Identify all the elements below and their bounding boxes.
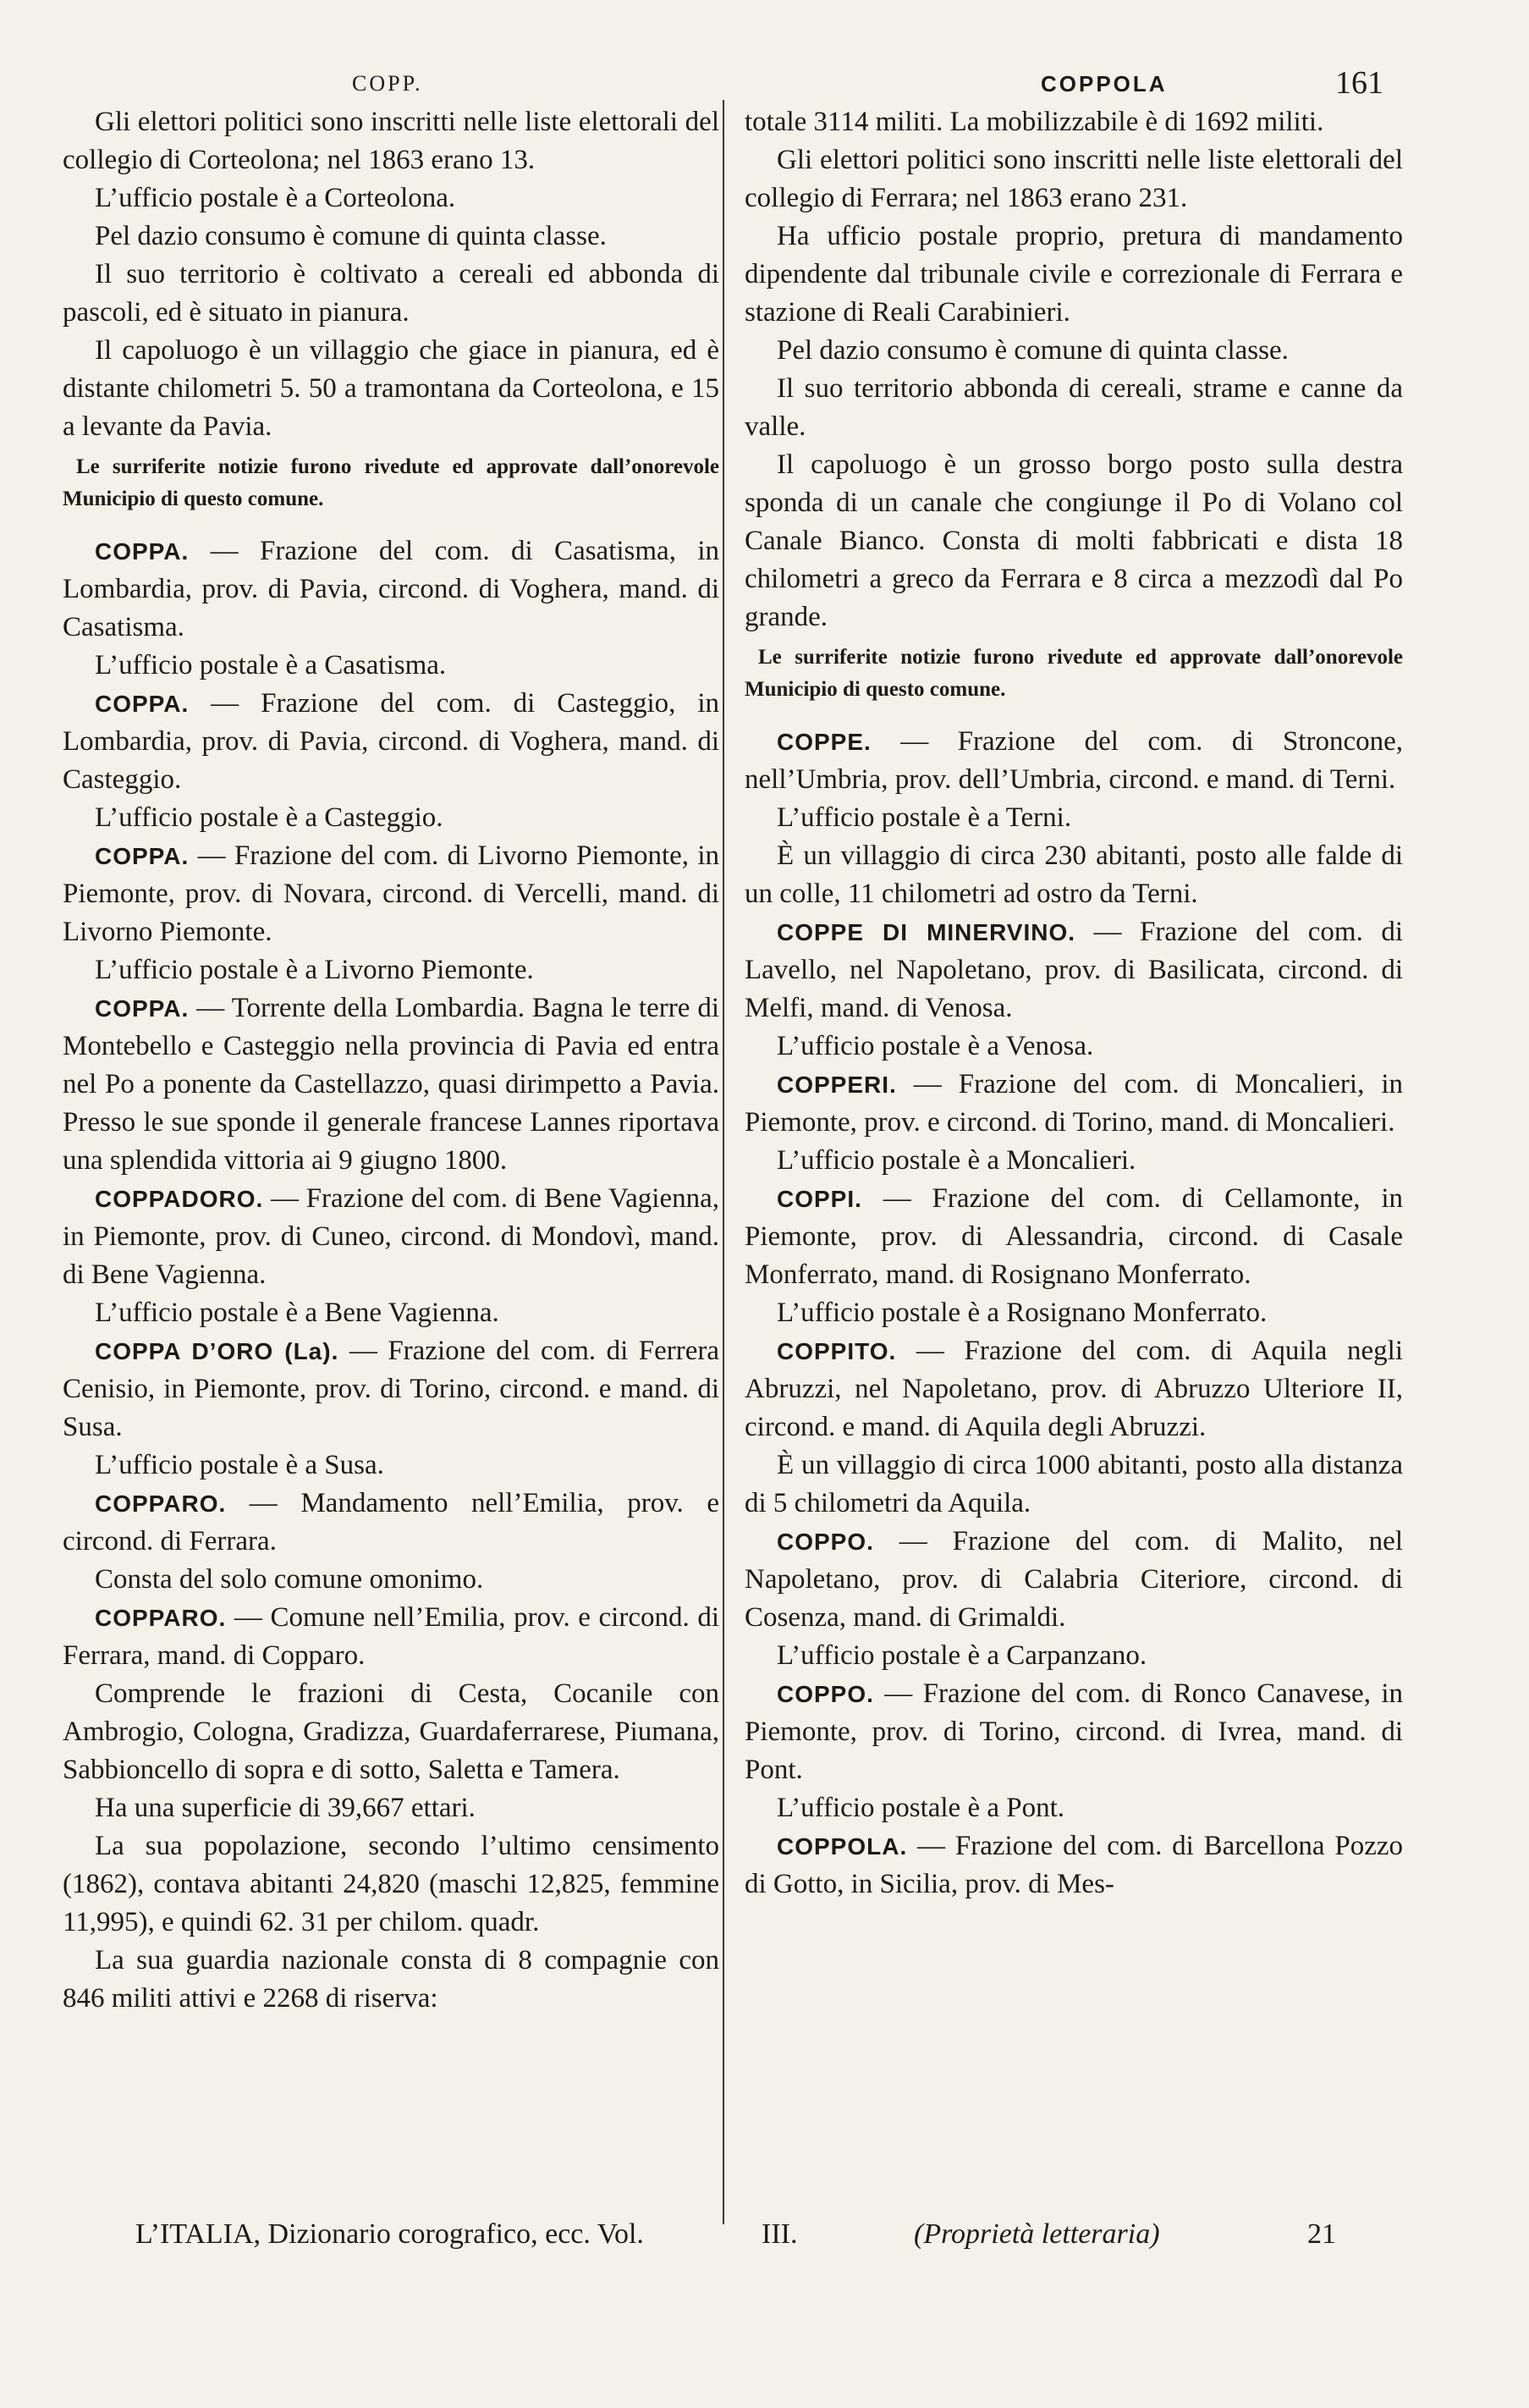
entry-headword: COPPARO. [95, 1491, 227, 1517]
footer-rights: (Proprietà letteraria) [914, 2218, 1160, 2250]
paragraph: Il capoluogo è un grosso borgo posto sulla destra sponda di un canale che congiunge il Po di Volano col Canale Bianco. Consta di molti fabbricati e dista 18 chilometri a greco da Ferrara e 8 circa a mezzodì dal Po grande. [745, 449, 1403, 632]
entry-headword: COPPO. [777, 1529, 874, 1555]
dictionary-entry [63, 1485, 719, 1561]
dictionary-entry [745, 1675, 1403, 1789]
paragraph: L’ufficio postale è a Casteggio. [95, 802, 443, 833]
entry-headword: COPPE DI MINERVINO. [777, 919, 1076, 945]
paragraph: L’ufficio postale è a Carpanzano. [777, 1640, 1147, 1671]
paragraph: Consta del solo comune omonimo. [95, 1564, 484, 1595]
paragraph: La sua popolazione, secondo l’ultimo censimento (1862), contava abitanti 24,820 (maschi 12,825, femmine 11,995), e quindi 62. 31 per chilom. quadr. [63, 1831, 719, 1937]
entry-body: — Frazione del com. di Casteggio, in Lombardia, prov. di Pavia, circond. di Voghera, mand. di Casteggio. [63, 688, 719, 795]
entry-headword: COPPADORO. [95, 1186, 264, 1212]
entry-body: — Frazione del com. di Ferrera Cenisio, in Piemonte, prov. di Torino, circond. e mand. di Susa. [63, 1336, 719, 1442]
entry-body: — Frazione del com. di Barcellona Pozzo di Gotto, in Sicilia, prov. di Mes- [745, 1831, 1403, 1899]
dictionary-entry [63, 532, 719, 647]
entry-body: — Frazione del com. di Stroncone, nell’Umbria, prov. dell’Umbria, circond. e mand. di Terni. [745, 726, 1403, 795]
entry-body: — Frazione del com. di Ronco Canavese, in Piemonte, prov. di Torino, circond. di Ivrea, mand. di Pont. [745, 1678, 1403, 1785]
dictionary-entry [745, 1523, 1403, 1637]
editorial-note: Le surriferite notizie furono rivedute ed approvate dall’onorevole Municipio di questo comune. [63, 455, 719, 510]
entry-body: — Frazione del com. di Livorno Piemonte, in Piemonte, prov. di Novara, circond. di Vercelli, mand. di Livorno Piemonte. [63, 840, 719, 947]
entry-body: — Frazione del com. di Cellamonte, in Piemonte, prov. di Alessandria, circond. di Casale Monferrato, mand. di Rosignano Monferrato. [745, 1183, 1403, 1290]
paragraph: Ha ufficio postale proprio, pretura di mandamento dipendente dal tribunale civile e correzionale di Ferrara e stazione di Reali Carabinieri. [745, 221, 1403, 328]
paragraph: È un villaggio di circa 230 abitanti, posto alle falde di un colle, 11 chilometri ad ostro da Terni. [745, 840, 1403, 909]
paragraph: totale 3114 militi. La mobilizzabile è di 1692 militi. [745, 107, 1324, 137]
left-column [63, 103, 719, 2018]
paragraph: Ha una superficie di 39,667 ettari. [95, 1793, 476, 1823]
entry-headword: COPPA. [95, 843, 190, 869]
paragraph: L’ufficio postale è a Livorno Piemonte. [95, 955, 534, 985]
dictionary-entry [745, 1332, 1403, 1446]
dictionary-entry [745, 723, 1403, 799]
dictionary-entry [745, 913, 1403, 1028]
running-head-title: COPPOLA [1041, 71, 1168, 96]
editorial-note: Le surriferite notizie furono rivedute ed approvate dall’onorevole Municipio di questo comune. [745, 646, 1403, 701]
footer-signature: 21 [1307, 2218, 1336, 2250]
paragraph: È un villaggio di circa 1000 abitanti, posto alla distanza di 5 chilometri da Aquila. [745, 1450, 1403, 1518]
dictionary-entry [63, 1599, 719, 1675]
paragraph: Gli elettori politici sono inscritti nelle liste elettorali del collegio di Ferrara; nel 1863 erano 231. [745, 145, 1403, 213]
entry-body: — Torrente della Lombardia. Bagna le terre di Montebello e Casteggio nella provincia di Pavia ed entra nel Po a ponente da Castellazzo, quasi dirimpetto a Pavia. Presso le sue sponde il generale francese Lannes riportava una splendida vittoria ai 9 giugno 1800. [63, 993, 719, 1176]
running-head-left: COPP. [352, 71, 432, 96]
dictionary-entry [63, 685, 719, 799]
dictionary-entry [745, 1180, 1403, 1294]
entry-body: — Frazione del com. di Lavello, nel Napoletano, prov. di Basilicata, circond. di Melfi, mand. di Venosa. [745, 917, 1403, 1023]
entry-headword: COPPA. [95, 691, 190, 717]
paragraph: La sua guardia nazionale consta di 8 compagnie con 846 militi attivi e 2268 di riserva: [63, 1945, 719, 2014]
column-divider [723, 100, 724, 2224]
entry-headword: COPPA. [95, 995, 190, 1022]
paragraph: Gli elettori politici sono inscritti nelle liste elettorali del collegio di Corteolona; nel 1863 erano 13. [63, 107, 719, 175]
entry-body: — Comune nell’Emilia, prov. e circond. di Ferrara, mand. di Copparo. [63, 1602, 719, 1671]
paragraph: L’ufficio postale è a Casatisma. [95, 650, 447, 681]
entry-headword: COPPO. [777, 1681, 874, 1707]
entry-headword: COPPI. [777, 1186, 862, 1212]
entry-headword: COPPA D’ORO (La). [95, 1338, 339, 1364]
entry-body: — Frazione del com. di Moncalieri, in Piemonte, prov. e circond. di Torino, mand. di Moncalieri. [745, 1069, 1403, 1138]
paragraph: Comprende le frazioni di Cesta, Cocanile con Ambrogio, Cologna, Gradizza, Guardaferrarese, Piumana, Sabbioncello di sopra e di sotto, Saletta e Tamera. [63, 1678, 719, 1785]
footer-volume: III. [762, 2218, 798, 2250]
entry-headword: COPPERI. [777, 1072, 897, 1098]
entry-headword: COPPOLA. [777, 1833, 908, 1860]
paragraph: L’ufficio postale è a Corteolona. [95, 183, 456, 213]
dictionary-entry [745, 1827, 1403, 1904]
dictionary-entry [63, 1180, 719, 1294]
paragraph: Pel dazio consumo è comune di quinta classe. [95, 221, 607, 251]
paragraph: L’ufficio postale è a Pont. [777, 1793, 1065, 1823]
paragraph: L’ufficio postale è a Venosa. [777, 1031, 1094, 1061]
paragraph: Il suo territorio è coltivato a cereali ed abbonda di pascoli, ed è situato in pianura. [63, 259, 719, 328]
paragraph: L’ufficio postale è a Rosignano Monferrato. [777, 1298, 1268, 1328]
entry-body: — Frazione del com. di Casatisma, in Lombardia, prov. di Pavia, circond. di Voghera, mand. di Casatisma. [63, 536, 719, 642]
entry-body: — Frazione del com. di Aquila negli Abruzzi, nel Napoletano, prov. di Abruzzo Ulteriore II, circond. e mand. di Aquila degli Abruzzi. [745, 1336, 1403, 1442]
paragraph: L’ufficio postale è a Terni. [777, 802, 1072, 833]
entry-body: — Mandamento nell’Emilia, prov. e circond. di Ferrara. [63, 1488, 719, 1557]
entry-body: — Frazione del com. di Malito, nel Napoletano, prov. di Calabria Citeriore, circond. di Cosenza, mand. di Grimaldi. [745, 1526, 1403, 1633]
footer-title: L’ITALIA, Dizionario corografico, ecc. Vol. [135, 2218, 644, 2250]
page-number: 161 [1335, 65, 1383, 101]
dictionary-entry [63, 1332, 719, 1446]
paragraph: Il capoluogo è un villaggio che giace in pianura, ed è distante chilometri 5. 50 a tramontana da Corteolona, e 15 a levante da Pavia. [63, 335, 719, 442]
entry-headword: COPPARO. [95, 1605, 227, 1631]
entry-headword: COPPA. [95, 538, 190, 565]
paragraph: L’ufficio postale è a Susa. [95, 1450, 384, 1480]
paragraph: Pel dazio consumo è comune di quinta classe. [777, 335, 1289, 366]
entry-body: — Frazione del com. di Bene Vagienna, in Piemonte, prov. di Cuneo, circond. di Mondovì, mand. di Bene Vagienna. [63, 1183, 719, 1290]
entry-headword: COPPE. [777, 729, 872, 755]
entry-headword: COPPITO. [777, 1338, 897, 1364]
right-column [745, 103, 1403, 1904]
paragraph: Il suo territorio abbonda di cereali, strame e canne da valle. [745, 373, 1403, 442]
paragraph: L’ufficio postale è a Bene Vagienna. [95, 1298, 499, 1328]
dictionary-entry [745, 1066, 1403, 1142]
paragraph: L’ufficio postale è a Moncalieri. [777, 1145, 1136, 1176]
dictionary-entry [63, 837, 719, 951]
dictionary-entry [63, 989, 719, 1180]
